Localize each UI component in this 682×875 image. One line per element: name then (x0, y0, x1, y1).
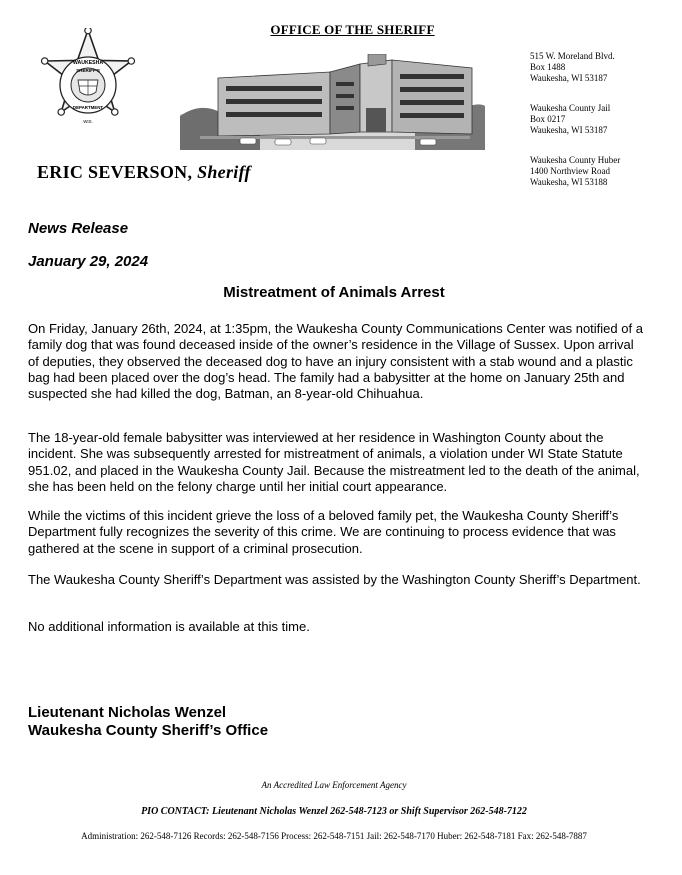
body-paragraph: While the victims of this incident grieve the loss of a beloved family pet, the Waukesha County Sheriff’s Department fully recognizes the severity of this crime. We are continuing to process evidence that was gathered at the scene in support of a criminal prosecution. (28, 508, 619, 556)
address-block-main (530, 51, 615, 84)
signature-office: Waukesha County Sheriff’s Office (28, 722, 269, 739)
body-paragraph: On Friday, January 26th, 2024, at 1:35pm, the Waukesha County Communications Center was notified of a family dog that was found deceased inside of the owner’s residence in the Village of Sussex. Upon arrival of deputies, they observed the deceased dog to have an injury consistent with a stab wound and a plastic bag had been placed over the dog’s head. The family had a babysitter at the home on January 25th and suspected she had killed the dog, Batman, an 8-year-old Chihuahua. (28, 321, 643, 402)
headline: Mistreatment of Animals Arrest (223, 284, 445, 301)
badge-state-text: WIS. (83, 119, 93, 124)
badge-ring-text: SHERIFF'S (76, 68, 100, 73)
signature-name: Lieutenant Nicholas Wenzel (28, 704, 227, 721)
phone-directory: Administration: 262-548-7126 Records: 262-548-7156 Process: 262-548-7151 Jail: 262-548-7170 Huber: 262-548-7181 Fax: 262-548-7887 (81, 831, 587, 841)
address-line: 515 W. Moreland Blvd. (530, 51, 615, 61)
badge-top-text: WAUKESHA (72, 60, 104, 66)
address-line: Waukesha, WI 53187 (530, 125, 608, 135)
address-line: Waukesha, WI 53187 (530, 73, 608, 83)
sheriff-badge-icon (30, 28, 146, 144)
address-line: Waukesha, WI 53188 (530, 177, 608, 187)
pio-contact: PIO CONTACT: Lieutenant Nicholas Wenzel 262-548-7123 or Shift Supervisor 262-548-7122 (141, 806, 527, 817)
address-line: Waukesha County Huber (530, 155, 621, 165)
address-block-jail (530, 103, 610, 136)
body-paragraph: The 18-year-old female babysitter was interviewed at her residence in Washington County about the incident. She was subsequently arrested for mistreatment of animals, a violation under WI State Statute 951.02, and placed in the Waukesha County Jail. Because the mistreatment led to the death of the animal, she has been held on the felony charge until her initial court appearance. (28, 430, 640, 494)
address-line: Box 1488 (530, 62, 566, 72)
news-release-label: News Release (28, 220, 129, 237)
body-paragraph: No additional information is available at this time. (28, 619, 310, 634)
address-line: Waukesha County Jail (530, 103, 611, 113)
accreditation-line: An Accredited Law Enforcement Agency (261, 780, 407, 790)
address-line: 1400 Northview Road (530, 166, 610, 176)
address-line: Box 0217 (530, 114, 566, 124)
badge-bottom-text: DEPARTMENT (72, 105, 104, 110)
sheriff-name (37, 162, 251, 183)
address-block-huber (530, 155, 620, 188)
sheriff-title: Sheriff (197, 162, 251, 182)
office-title: OFFICE OF THE SHERIFF (270, 22, 435, 37)
building-illustration (180, 54, 485, 150)
sheriff-name-text: ERIC SEVERSON, (37, 162, 193, 182)
release-date: January 29, 2024 (28, 253, 149, 270)
body-paragraph: The Waukesha County Sheriff’s Department was assisted by the Washington County Sheriff’s Department. (28, 572, 641, 587)
